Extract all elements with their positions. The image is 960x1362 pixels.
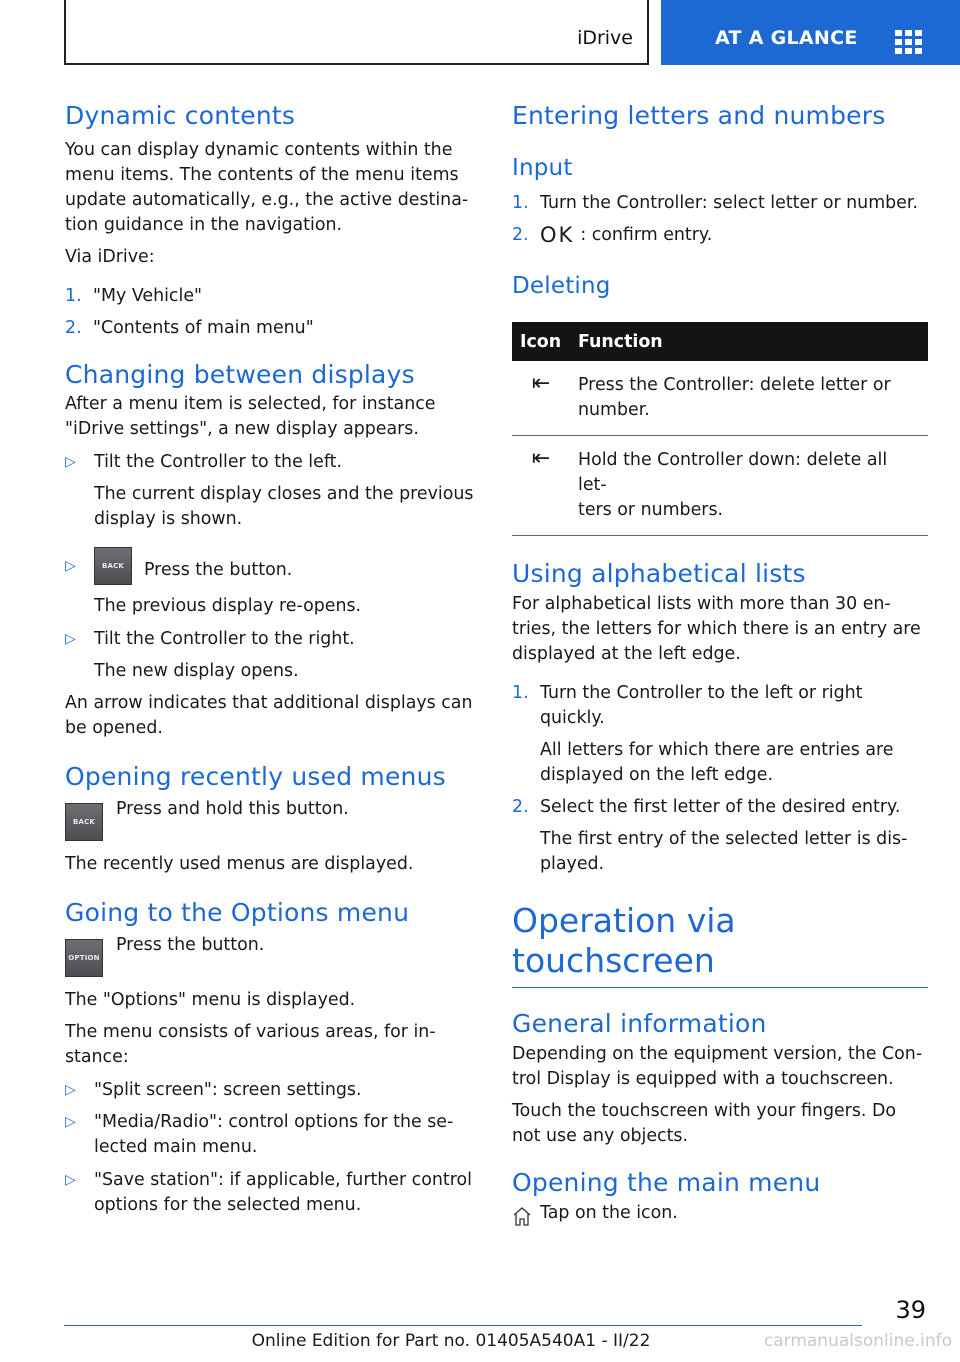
list-item bbox=[512, 191, 928, 216]
bullet-text bbox=[94, 1110, 453, 1160]
bullet-text: Press the button. bbox=[144, 559, 293, 580]
heading-changing-displays: Changing between displays bbox=[65, 360, 415, 389]
table-header-icon: Icon bbox=[512, 322, 570, 361]
changing-intro bbox=[65, 392, 480, 442]
header-chapter-tab[interactable] bbox=[661, 0, 960, 65]
table-row bbox=[512, 361, 928, 436]
text-line: displayed at the left edge. bbox=[512, 644, 741, 664]
bullet-text: Tilt the Controller to the right. bbox=[94, 629, 355, 649]
heading-touchscreen: Operation via touchscreen bbox=[512, 901, 736, 980]
list-item bbox=[65, 1168, 480, 1218]
text-line: be opened. bbox=[65, 718, 163, 738]
text-line: The first entry of the selected letter is dis‐ bbox=[540, 829, 908, 849]
text-line: The menu consists of various areas, for in‐ bbox=[65, 1022, 436, 1042]
heading-entering: Entering letters and numbers bbox=[512, 101, 886, 130]
step-text: : confirm entry. bbox=[580, 225, 713, 245]
recent-result: The recently used menus are displayed. bbox=[65, 854, 414, 874]
text-line: For alphabetical lists with more than 30 en‐ bbox=[512, 594, 891, 614]
bullet-text: "Split screen": screen settings. bbox=[94, 1080, 362, 1100]
bullet-icon: ▷ bbox=[65, 1114, 76, 1130]
bullet-text bbox=[94, 1168, 472, 1218]
watermark: carmanualsonline.info bbox=[763, 1331, 952, 1351]
step-number: 1. bbox=[65, 286, 82, 306]
text-line: Press the Controller: delete letter or bbox=[578, 375, 891, 395]
changing-outro bbox=[65, 691, 480, 741]
list-item bbox=[512, 223, 928, 248]
bullet-text: Tilt the Controller to the left. bbox=[94, 452, 342, 472]
grid-menu-icon[interactable] bbox=[895, 30, 921, 54]
alpha-intro bbox=[512, 592, 928, 667]
tap-row bbox=[512, 1201, 928, 1227]
list-item bbox=[512, 681, 928, 731]
step-number: 1. bbox=[512, 193, 529, 213]
bullet-icon: ▷ bbox=[65, 1172, 76, 1188]
ok-icon: OK bbox=[540, 223, 575, 247]
bullet-icon: ▷ bbox=[65, 631, 76, 647]
right-column bbox=[512, 100, 928, 1227]
bullet-subtext bbox=[65, 482, 480, 532]
step-text bbox=[540, 681, 862, 731]
heading-dynamic-contents: Dynamic contents bbox=[65, 101, 296, 130]
header-chapter-label: AT A GLANCE bbox=[715, 27, 858, 49]
left-column bbox=[65, 100, 480, 1218]
delete-function-table bbox=[512, 322, 928, 536]
heading-alphabetical: Using alphabetical lists bbox=[512, 559, 806, 588]
option-button-icon: OPTION bbox=[65, 939, 103, 977]
via-idrive: Via iDrive: bbox=[65, 247, 155, 267]
options-areas bbox=[65, 1020, 480, 1070]
step-number: 1. bbox=[512, 683, 529, 703]
footer-edition: Online Edition for Part no. 01405A540A1 - II/22 bbox=[251, 1331, 651, 1351]
text-line: Turn the Controller to the left or right bbox=[540, 683, 863, 703]
text-line: lected main menu. bbox=[94, 1137, 258, 1157]
step-text: Select the first letter of the desired entry. bbox=[540, 797, 901, 817]
options-action-text: Press the button. bbox=[116, 935, 265, 955]
page-number: 39 bbox=[895, 1296, 926, 1324]
table-header-row bbox=[512, 322, 928, 361]
text-line: tries, the letters for which there is an entry are bbox=[512, 619, 921, 639]
text-line: stance: bbox=[65, 1047, 129, 1067]
text-line: options for the selected menu. bbox=[94, 1195, 362, 1215]
text-line: quickly. bbox=[540, 708, 605, 728]
header-box bbox=[64, 0, 649, 65]
text-line: All letters for which there are entries are bbox=[540, 740, 894, 760]
heading-input: Input bbox=[512, 155, 573, 181]
bullet-icon: ▷ bbox=[65, 557, 76, 574]
text-line: tion guidance in the navigation. bbox=[65, 215, 343, 235]
step-number: 2. bbox=[512, 225, 529, 245]
text-line: Depending on the equipment version, the Con‐ bbox=[512, 1044, 923, 1064]
recent-row bbox=[65, 797, 480, 841]
general-text bbox=[512, 1042, 928, 1092]
delete-all-icon: ⇤ bbox=[512, 436, 570, 536]
delete-letter-icon: ⇤ bbox=[512, 361, 570, 436]
list-item bbox=[65, 284, 480, 309]
table-row bbox=[512, 436, 928, 536]
bullet-subtext: The new display opens. bbox=[94, 661, 299, 681]
table-cell-function bbox=[570, 361, 928, 436]
step-text: Turn the Controller: select letter or number. bbox=[540, 193, 918, 213]
back-button-icon: BACK bbox=[65, 803, 103, 841]
options-row bbox=[65, 933, 480, 977]
touch-text bbox=[512, 1099, 928, 1149]
step-subtext bbox=[512, 738, 928, 788]
step-subtext bbox=[512, 827, 928, 877]
text-line: "iDrive settings", a new display appears. bbox=[65, 419, 419, 439]
home-icon bbox=[512, 1205, 532, 1227]
heading-recent-menus: Opening recently used menus bbox=[65, 762, 446, 791]
text-line: update automatically, e.g., the active destina‐ bbox=[65, 190, 469, 210]
section-divider bbox=[512, 987, 928, 988]
bullet-icon: ▷ bbox=[65, 454, 76, 470]
footer-divider bbox=[64, 1325, 862, 1326]
recent-action-text: Press and hold this button. bbox=[116, 799, 349, 819]
text-line: trol Display is equipped with a touchscreen. bbox=[512, 1069, 894, 1089]
text-line: menu items. The contents of the menu items bbox=[65, 165, 459, 185]
text-line: Touch the touchscreen with your fingers. Do bbox=[512, 1101, 896, 1121]
bullet-icon: ▷ bbox=[65, 1082, 76, 1098]
text-line: "Save station": if applicable, further control bbox=[94, 1170, 472, 1190]
heading-main-menu: Opening the main menu bbox=[512, 1168, 821, 1197]
step-number: 2. bbox=[512, 797, 529, 817]
text-line: number. bbox=[578, 400, 650, 420]
header-section-title: iDrive bbox=[577, 27, 633, 49]
list-item bbox=[65, 1110, 480, 1160]
list-item bbox=[65, 1078, 480, 1103]
text-line: played. bbox=[540, 854, 605, 874]
list-item bbox=[65, 450, 480, 475]
text-line: "Media/Radio": control options for the se‐ bbox=[94, 1112, 454, 1132]
text-line: After a menu item is selected, for instance bbox=[65, 394, 436, 414]
table-header-function: Function bbox=[570, 322, 928, 361]
list-item bbox=[65, 627, 480, 652]
heading-deleting: Deleting bbox=[512, 273, 611, 299]
options-result: The "Options" menu is displayed. bbox=[65, 990, 356, 1010]
list-item bbox=[65, 546, 480, 586]
text-line: The current display closes and the previous bbox=[94, 484, 474, 504]
heading-general-info: General information bbox=[512, 1009, 767, 1038]
text-line: You can display dynamic contents within the bbox=[65, 140, 453, 160]
text-line: display is shown. bbox=[94, 509, 243, 529]
back-button-icon: BACK bbox=[94, 547, 132, 585]
list-item bbox=[65, 316, 480, 341]
step-text: "My Vehicle" bbox=[93, 286, 203, 306]
heading-options-menu: Going to the Options menu bbox=[65, 898, 410, 927]
text-line: ters or numbers. bbox=[578, 500, 724, 520]
tap-text: Tap on the icon. bbox=[540, 1203, 678, 1223]
list-item bbox=[512, 795, 928, 820]
text-line: An arrow indicates that additional displays can bbox=[65, 693, 473, 713]
table-cell-function bbox=[570, 436, 928, 536]
text-line: not use any objects. bbox=[512, 1126, 688, 1146]
step-text: "Contents of main menu" bbox=[93, 318, 314, 338]
text-line: displayed on the left edge. bbox=[540, 765, 773, 785]
step-number: 2. bbox=[65, 318, 82, 338]
bullet-subtext: The previous display re-opens. bbox=[94, 596, 362, 616]
text-line: Hold the Controller down: delete all let‐ bbox=[578, 450, 888, 495]
dynamic-body bbox=[65, 138, 480, 238]
